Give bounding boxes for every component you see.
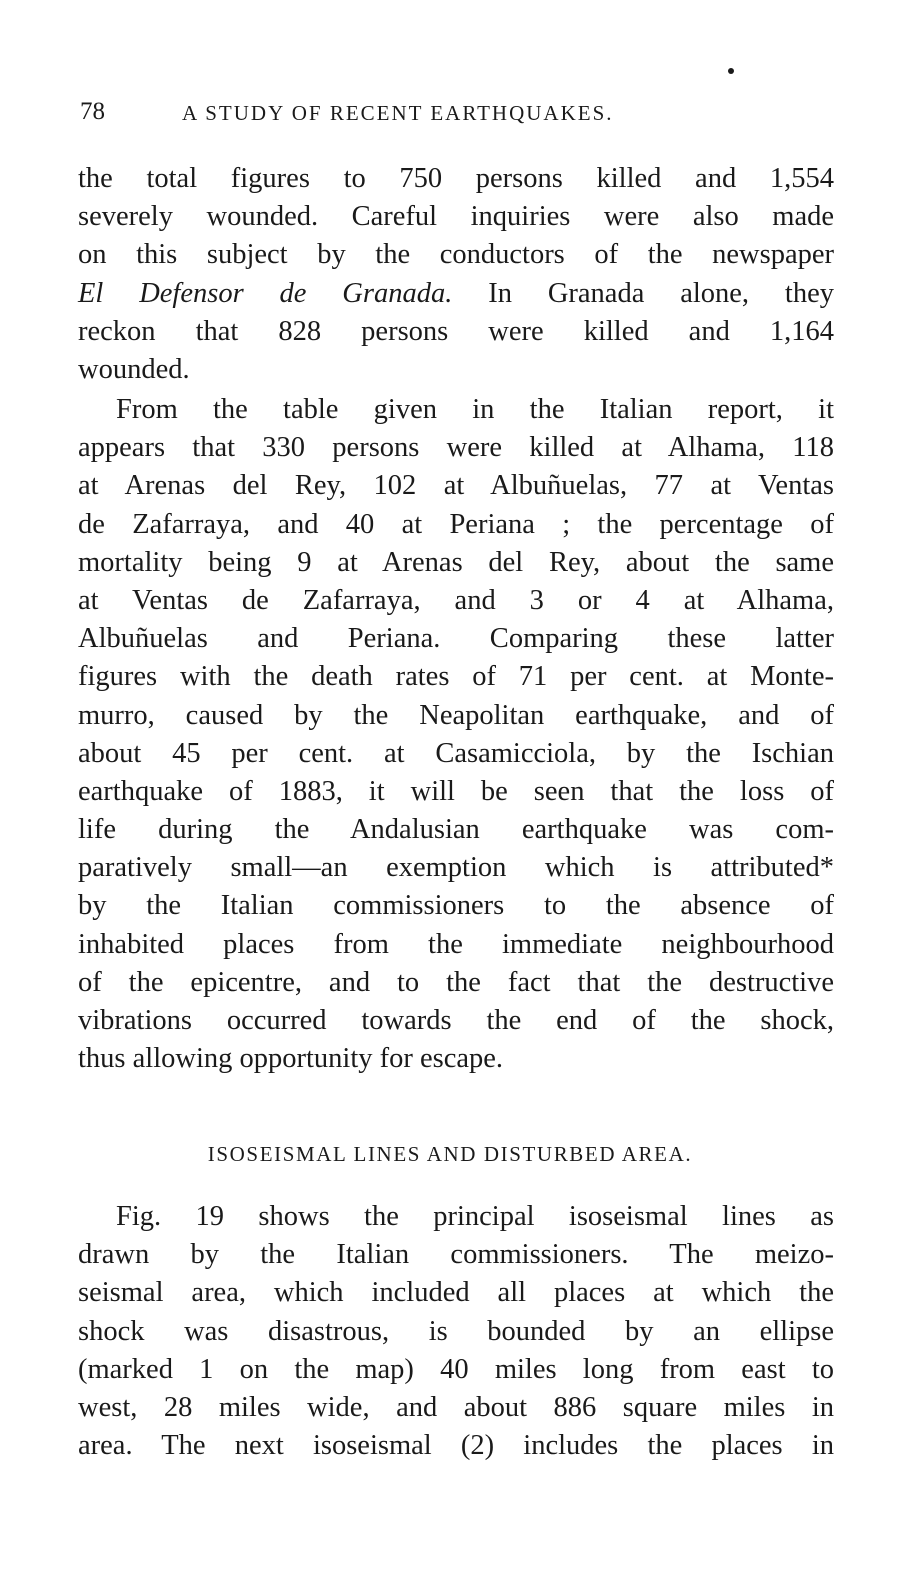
- print-mark-dot: [728, 68, 734, 74]
- text-line: From the table given in the Italian report, it: [116, 394, 834, 425]
- paragraph-1: [78, 160, 834, 389]
- text-line: of the epicentre, and to the fact that the destructive: [78, 966, 834, 998]
- text-line: drawn by the Italian commissioners. The meizo-: [78, 1239, 834, 1271]
- text-line: de Zafarraya, and 40 at Periana ; the percentage of: [78, 508, 834, 540]
- text-line: at Arenas del Rey, 102 at Albuñuelas, 77 at Ventas: [78, 470, 834, 502]
- text-line: west, 28 miles wide, and about 886 square miles in: [78, 1391, 834, 1423]
- text-line: the total figures to 750 persons killed and 1,554: [78, 163, 834, 194]
- page-header: [80, 98, 820, 134]
- text-line: reckon that 828 persons were killed and 1,164: [78, 315, 834, 347]
- text-line: on this subject by the conductors of the newspaper: [78, 239, 834, 271]
- text-line: by the Italian commissioners to the absence of: [78, 890, 834, 922]
- text-line: appears that 330 persons were killed at Alhama, 118: [78, 432, 834, 464]
- text-line: seismal area, which included all places at which the: [78, 1277, 834, 1309]
- text-line: Fig. 19 shows the principal isoseismal lines as: [116, 1201, 834, 1232]
- text-line: shock was disastrous, is bounded by an ellipse: [78, 1315, 834, 1347]
- text-line: paratively small—an exemption which is attributed*: [78, 852, 834, 884]
- text-line: earthquake of 1883, it will be seen that the loss of: [78, 775, 834, 807]
- text-line: mortality being 9 at Arenas del Rey, about the same: [78, 546, 834, 578]
- text-line: thus allowing opportunity for escape.: [78, 1043, 504, 1075]
- text-line: figures with the death rates of 71 per cent. at Monte-: [78, 661, 834, 693]
- text-line: inhabited places from the immediate neighbourhood: [78, 928, 834, 960]
- section-heading: ISOSEISMAL LINES AND DISTURBED AREA.: [207, 1142, 693, 1166]
- text-line: area. The next isoseismal (2) includes the places in: [78, 1430, 834, 1462]
- text-line: life during the Andalusian earthquake was com-: [78, 814, 834, 846]
- text-line: murro, caused by the Neapolitan earthquake, and of: [78, 699, 834, 731]
- running-title: A STUDY OF RECENT EARTHQUAKES.: [182, 101, 614, 125]
- paragraph-3: [78, 1198, 834, 1465]
- text-line: wounded.: [78, 353, 190, 385]
- text-fragment: In Granada alone, they: [452, 277, 834, 309]
- text-line: Albuñuelas and Periana. Comparing these latter: [78, 623, 834, 655]
- text-line: vibrations occurred towards the end of the shock,: [78, 1005, 834, 1036]
- newspaper-title: El Defensor de Granada.: [78, 277, 453, 309]
- paragraph-2: [78, 391, 834, 1078]
- text-line: (marked 1 on the map) 40 miles long from east to: [78, 1353, 834, 1385]
- text-line-with-citation: [78, 275, 834, 313]
- page-number: 78: [80, 98, 105, 125]
- text-line: severely wounded. Careful inquiries were also made: [78, 201, 834, 233]
- text-line: about 45 per cent. at Casamicciola, by the Ischian: [78, 737, 834, 769]
- text-line: at Ventas de Zafarraya, and 3 or 4 at Alhama,: [78, 584, 834, 616]
